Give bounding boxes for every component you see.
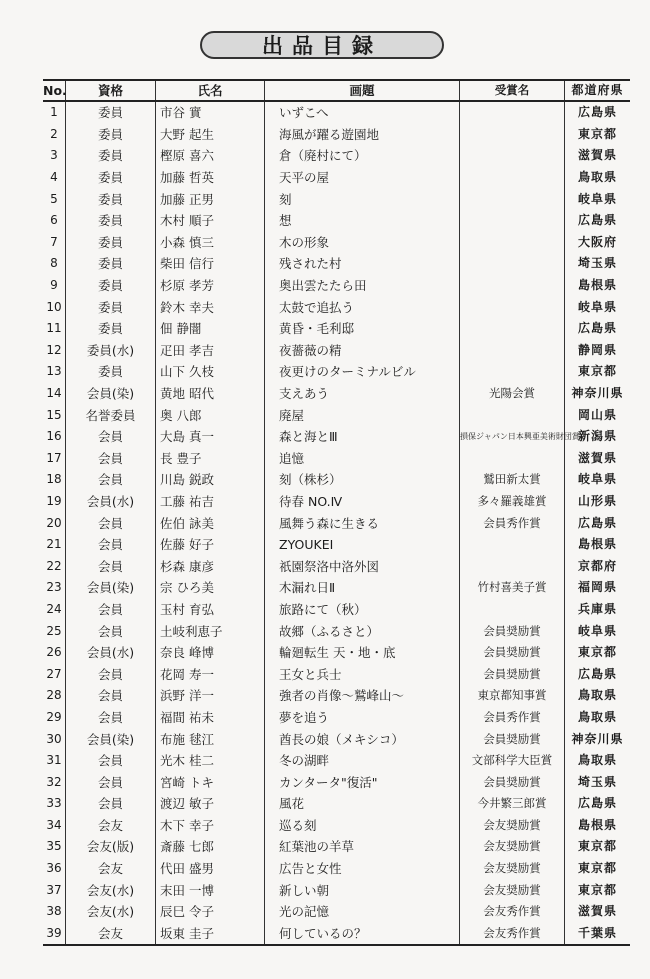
row-prefecture: 滋賀県: [577, 450, 617, 465]
table-row: [43, 253, 630, 275]
row-award: 会友奨励賞: [460, 858, 565, 880]
row-no: 4: [43, 167, 66, 189]
row-prefecture: 兵庫県: [577, 601, 617, 616]
row-name: 疋田 孝吉: [156, 340, 265, 362]
table-row: [43, 101, 630, 124]
row-qualification: 会員: [66, 771, 156, 793]
table-row: [43, 340, 630, 362]
row-award: [460, 448, 565, 470]
row-title: 酋長の娘（メキシコ）: [265, 728, 460, 750]
row-title: 残された村: [265, 253, 460, 275]
row-no: 14: [43, 383, 66, 405]
row-prefecture: 埼玉県: [577, 256, 617, 271]
row-award: 今井繁三郎賞: [460, 793, 565, 815]
row-qualification: 会友(水): [66, 879, 156, 901]
row-award: [460, 145, 565, 167]
row-qualification: 会員: [66, 685, 156, 707]
row-name: 大野 起生: [156, 124, 265, 146]
row-no: 7: [43, 232, 66, 254]
header-row: [43, 80, 630, 101]
table-row: [43, 145, 630, 167]
row-qualification: 委員(水): [66, 340, 156, 362]
row-prefecture: 東京都: [577, 645, 617, 660]
table-row: [43, 923, 630, 946]
row-no: 5: [43, 188, 66, 210]
row-no: 23: [43, 577, 66, 599]
row-award: [460, 555, 565, 577]
row-title: 紅葉池の羊草: [265, 836, 460, 858]
row-award: [460, 296, 565, 318]
table-row: [43, 469, 630, 491]
row-prefecture: 東京都: [577, 882, 617, 897]
row-title: 天平の屋: [265, 167, 460, 189]
row-no: 25: [43, 620, 66, 642]
table-header: [43, 80, 630, 101]
row-title: 倉（廃村にて）: [265, 145, 460, 167]
row-no: 26: [43, 642, 66, 664]
row-no: 21: [43, 534, 66, 556]
row-qualification: 会員(染): [66, 728, 156, 750]
row-award: 会友秀作賞: [460, 923, 565, 946]
row-qualification: 会員: [66, 750, 156, 772]
row-award: 竹村喜美子賞: [460, 577, 565, 599]
row-prefecture: 広島県: [577, 666, 617, 681]
row-prefecture: 新潟県: [577, 429, 617, 444]
row-award: 会員奨励賞: [460, 728, 565, 750]
row-award: 会友奨励賞: [460, 836, 565, 858]
row-title: 刻: [265, 188, 460, 210]
row-no: 8: [43, 253, 66, 275]
row-qualification: 委員: [66, 318, 156, 340]
row-prefecture: 岐阜県: [577, 472, 617, 487]
table-row: [43, 512, 630, 534]
row-qualification: 委員: [66, 167, 156, 189]
row-no: 29: [43, 707, 66, 729]
row-award: [460, 318, 565, 340]
row-no: 16: [43, 426, 66, 448]
page-title: 出品目録: [200, 31, 444, 59]
row-no: 33: [43, 793, 66, 815]
row-qualification: 委員: [66, 361, 156, 383]
row-qualification: 会友(版): [66, 836, 156, 858]
row-award: 会友奨励賞: [460, 879, 565, 901]
row-prefecture: 山形県: [577, 493, 617, 508]
row-award: 会友秀作賞: [460, 901, 565, 923]
row-award: [460, 340, 565, 362]
row-name: 木村 順子: [156, 210, 265, 232]
row-no: 19: [43, 491, 66, 513]
row-title: 追憶: [265, 448, 460, 470]
row-name: 代田 盛男: [156, 858, 265, 880]
row-no: 18: [43, 469, 66, 491]
row-title: 支えあう: [265, 383, 460, 405]
row-qualification: 会員: [66, 620, 156, 642]
row-name: 樫原 喜六: [156, 145, 265, 167]
row-qualification: 委員: [66, 188, 156, 210]
row-name: 玉村 育弘: [156, 599, 265, 621]
row-award: 会員奨励賞: [460, 663, 565, 685]
row-prefecture: 鳥取県: [577, 688, 617, 703]
row-prefecture: 広島県: [577, 321, 617, 336]
row-qualification: 会員: [66, 469, 156, 491]
row-prefecture: 埼玉県: [577, 774, 617, 789]
row-award: 会員奨励賞: [460, 642, 565, 664]
row-prefecture: 岡山県: [577, 407, 617, 422]
row-name: 末田 一博: [156, 879, 265, 901]
row-award: 会員秀作賞: [460, 512, 565, 534]
table-row: [43, 707, 630, 729]
table-row: [43, 685, 630, 707]
row-no: 11: [43, 318, 66, 340]
row-title: 海風が躍る遊園地: [265, 124, 460, 146]
row-prefecture: 島根県: [577, 278, 617, 293]
row-no: 31: [43, 750, 66, 772]
row-no: 32: [43, 771, 66, 793]
row-award: 鷲田新太賞: [460, 469, 565, 491]
row-prefecture: 広島県: [577, 515, 617, 530]
row-title: 祇園祭洛中洛外図: [265, 555, 460, 577]
row-prefecture: 東京都: [577, 839, 617, 854]
row-no: 30: [43, 728, 66, 750]
table-row: [43, 836, 630, 858]
table-row: [43, 275, 630, 297]
row-title: 黄昏・毛利邸: [265, 318, 460, 340]
table-row: [43, 491, 630, 513]
row-award: 光陽会賞: [460, 383, 565, 405]
table-row: [43, 750, 630, 772]
table-row: [43, 296, 630, 318]
row-name: 福間 祐未: [156, 707, 265, 729]
row-qualification: 委員: [66, 275, 156, 297]
row-award: [460, 275, 565, 297]
table-body: [43, 101, 630, 945]
row-award: [460, 124, 565, 146]
row-qualification: 会員: [66, 793, 156, 815]
row-title: いずこへ: [265, 101, 460, 124]
row-name: 辰巳 令子: [156, 901, 265, 923]
row-qualification: 委員: [66, 253, 156, 275]
row-name: 渡辺 敏子: [156, 793, 265, 815]
row-no: 39: [43, 923, 66, 946]
row-qualification: 委員: [66, 296, 156, 318]
row-title: 夜薔薇の精: [265, 340, 460, 362]
row-no: 9: [43, 275, 66, 297]
row-no: 13: [43, 361, 66, 383]
row-prefecture: 福岡県: [577, 580, 617, 595]
row-award: 会員奨励賞: [460, 771, 565, 793]
row-no: 6: [43, 210, 66, 232]
table-row: [43, 642, 630, 664]
row-prefecture: 東京都: [577, 861, 617, 876]
header-qualification: 資格: [66, 80, 156, 101]
exhibit-list-table: [43, 79, 630, 946]
row-prefecture: 東京都: [577, 364, 617, 379]
table-row: [43, 879, 630, 901]
row-prefecture: 神奈川県: [571, 386, 624, 401]
table-row: [43, 361, 630, 383]
table-row: [43, 318, 630, 340]
row-qualification: 名誉委員: [66, 404, 156, 426]
row-prefecture: 大阪府: [577, 234, 617, 249]
row-name: 工藤 祐吉: [156, 491, 265, 513]
row-title: 旅路にて（秋）: [265, 599, 460, 621]
row-qualification: 委員: [66, 232, 156, 254]
row-name: 布施 毬江: [156, 728, 265, 750]
row-qualification: 会員: [66, 599, 156, 621]
row-award: [460, 101, 565, 124]
row-no: 28: [43, 685, 66, 707]
row-name: 浜野 洋一: [156, 685, 265, 707]
row-name: 黄地 昭代: [156, 383, 265, 405]
row-qualification: 会友(水): [66, 901, 156, 923]
row-name: 杉原 孝芳: [156, 275, 265, 297]
table-row: [43, 167, 630, 189]
row-qualification: 会員: [66, 555, 156, 577]
table-row: [43, 555, 630, 577]
row-title: 輪廻転生 天・地・底: [265, 642, 460, 664]
row-title: 夜更けのターミナルビル: [265, 361, 460, 383]
row-name: 山下 久枝: [156, 361, 265, 383]
row-no: 22: [43, 555, 66, 577]
row-name: 加藤 哲英: [156, 167, 265, 189]
row-no: 35: [43, 836, 66, 858]
row-name: 木下 幸子: [156, 815, 265, 837]
row-name: 坂東 圭子: [156, 923, 265, 946]
row-prefecture: 滋賀県: [577, 148, 617, 163]
row-title: ZYOUKEI: [265, 534, 460, 556]
row-no: 20: [43, 512, 66, 534]
row-title: 廃屋: [265, 404, 460, 426]
row-name: 加藤 正男: [156, 188, 265, 210]
row-qualification: 会員: [66, 426, 156, 448]
row-title: 森と海とⅢ: [265, 426, 460, 448]
row-qualification: 委員: [66, 145, 156, 167]
row-award: 会友奨励賞: [460, 815, 565, 837]
row-prefecture: 広島県: [577, 105, 617, 120]
row-award: [460, 534, 565, 556]
row-title: 新しい朝: [265, 879, 460, 901]
row-no: 12: [43, 340, 66, 362]
row-prefecture: 岐阜県: [577, 191, 617, 206]
table-row: [43, 232, 630, 254]
row-no: 17: [43, 448, 66, 470]
row-title: 何しているの？: [265, 923, 460, 946]
header-prefecture: 都道府県: [565, 80, 631, 101]
row-qualification: 会員: [66, 512, 156, 534]
row-name: 大島 真一: [156, 426, 265, 448]
row-title: 冬の湖畔: [265, 750, 460, 772]
row-no: 27: [43, 663, 66, 685]
row-title: 刻（株杉）: [265, 469, 460, 491]
table-row: [43, 815, 630, 837]
row-prefecture: 滋賀県: [577, 904, 617, 919]
table-row: [43, 124, 630, 146]
row-prefecture: 広島県: [577, 213, 617, 228]
row-name: 柴田 信行: [156, 253, 265, 275]
row-name: 川島 鋭政: [156, 469, 265, 491]
row-award: [460, 188, 565, 210]
row-prefecture: 岐阜県: [577, 299, 617, 314]
row-title: 強者の肖像～鷲峰山～: [265, 685, 460, 707]
row-award: [460, 599, 565, 621]
row-award: 会員奨励賞: [460, 620, 565, 642]
row-name: 長 豊子: [156, 448, 265, 470]
header-name: 氏名: [156, 80, 265, 101]
row-title: 故郷（ふるさと）: [265, 620, 460, 642]
row-prefecture: 島根県: [577, 537, 617, 552]
row-award: 会員秀作賞: [460, 707, 565, 729]
table-row: [43, 620, 630, 642]
table-row: [43, 858, 630, 880]
table-row: [43, 210, 630, 232]
row-name: 杉森 康彦: [156, 555, 265, 577]
row-title: カンタータ"復活": [265, 771, 460, 793]
row-qualification: 会員: [66, 663, 156, 685]
row-prefecture: 静岡県: [577, 342, 617, 357]
row-name: 小森 慎三: [156, 232, 265, 254]
row-title: 夢を追う: [265, 707, 460, 729]
row-no: 10: [43, 296, 66, 318]
row-award: 多々羅義雄賞: [460, 491, 565, 513]
row-award: [460, 232, 565, 254]
row-prefecture: 神奈川県: [571, 731, 624, 746]
table-row: [43, 901, 630, 923]
table-row: [43, 383, 630, 405]
row-qualification: 会員(水): [66, 642, 156, 664]
row-no: 37: [43, 879, 66, 901]
row-no: 1: [43, 101, 66, 124]
row-name: 奥 八郎: [156, 404, 265, 426]
row-name: 奈良 峰博: [156, 642, 265, 664]
row-no: 36: [43, 858, 66, 880]
table-row: [43, 599, 630, 621]
row-name: 花岡 寿一: [156, 663, 265, 685]
row-prefecture: 島根県: [577, 817, 617, 832]
table-row: [43, 728, 630, 750]
header-title: 画題: [265, 80, 460, 101]
row-title: 木の形象: [265, 232, 460, 254]
row-title: 王女と兵士: [265, 663, 460, 685]
row-qualification: 委員: [66, 124, 156, 146]
row-name: 土岐利恵子: [156, 620, 265, 642]
row-qualification: 会友: [66, 858, 156, 880]
row-qualification: 会員(染): [66, 383, 156, 405]
row-qualification: 会員(水): [66, 491, 156, 513]
row-name: 市谷 實: [156, 101, 265, 124]
row-qualification: 会員(染): [66, 577, 156, 599]
row-title: 太鼓で追払う: [265, 296, 460, 318]
row-title: 風花: [265, 793, 460, 815]
row-no: 3: [43, 145, 66, 167]
row-name: 鈴木 幸夫: [156, 296, 265, 318]
table-row: [43, 188, 630, 210]
row-award: [460, 253, 565, 275]
row-no: 15: [43, 404, 66, 426]
row-prefecture: 鳥取県: [577, 753, 617, 768]
row-prefecture: 鳥取県: [577, 170, 617, 185]
row-name: 佐伯 詠美: [156, 512, 265, 534]
row-title: 光の記憶: [265, 901, 460, 923]
row-award: [460, 361, 565, 383]
row-name: 佃 静闇: [156, 318, 265, 340]
row-qualification: 会員: [66, 534, 156, 556]
row-name: 佐藤 好子: [156, 534, 265, 556]
table-row: [43, 771, 630, 793]
header-no: No.: [43, 80, 66, 101]
row-title: 巡る刻: [265, 815, 460, 837]
row-prefecture: 岐阜県: [577, 623, 617, 638]
row-qualification: 会友: [66, 815, 156, 837]
table-row: [43, 426, 630, 448]
table-row: [43, 793, 630, 815]
row-title: 木漏れ日Ⅱ: [265, 577, 460, 599]
row-title: 奥出雲たたら田: [265, 275, 460, 297]
header-award: 受賞名: [460, 80, 565, 101]
row-prefecture: 鳥取県: [577, 709, 617, 724]
row-title: 想: [265, 210, 460, 232]
row-prefecture: 京都府: [577, 558, 617, 573]
table-row: [43, 663, 630, 685]
row-name: 宮崎 トキ: [156, 771, 265, 793]
row-prefecture: 東京都: [577, 126, 617, 141]
row-qualification: 委員: [66, 101, 156, 124]
row-name: 斎藤 七郎: [156, 836, 265, 858]
row-name: 宗 ひろ美: [156, 577, 265, 599]
row-no: 38: [43, 901, 66, 923]
row-prefecture: 千葉県: [565, 923, 631, 946]
row-award: [460, 404, 565, 426]
row-qualification: 会員: [66, 707, 156, 729]
row-qualification: 委員: [66, 210, 156, 232]
row-award: 損保ジャパン日本興亜美術財団賞: [460, 426, 565, 448]
table-row: [43, 534, 630, 556]
table-row: [43, 404, 630, 426]
table-row: [43, 577, 630, 599]
row-award: 東京都知事賞: [460, 685, 565, 707]
row-title: 広告と女性: [265, 858, 460, 880]
row-qualification: 会員: [66, 448, 156, 470]
row-no: 2: [43, 124, 66, 146]
row-title: 待春 NO.Ⅳ: [265, 491, 460, 513]
table-row: [43, 448, 630, 470]
row-award: [460, 210, 565, 232]
row-prefecture: 広島県: [577, 796, 617, 811]
row-title: 風舞う森に生きる: [265, 512, 460, 534]
row-no: 24: [43, 599, 66, 621]
row-name: 光木 桂二: [156, 750, 265, 772]
row-award: [460, 167, 565, 189]
row-award: 文部科学大臣賞: [460, 750, 565, 772]
row-no: 34: [43, 815, 66, 837]
row-qualification: 会友: [66, 923, 156, 946]
